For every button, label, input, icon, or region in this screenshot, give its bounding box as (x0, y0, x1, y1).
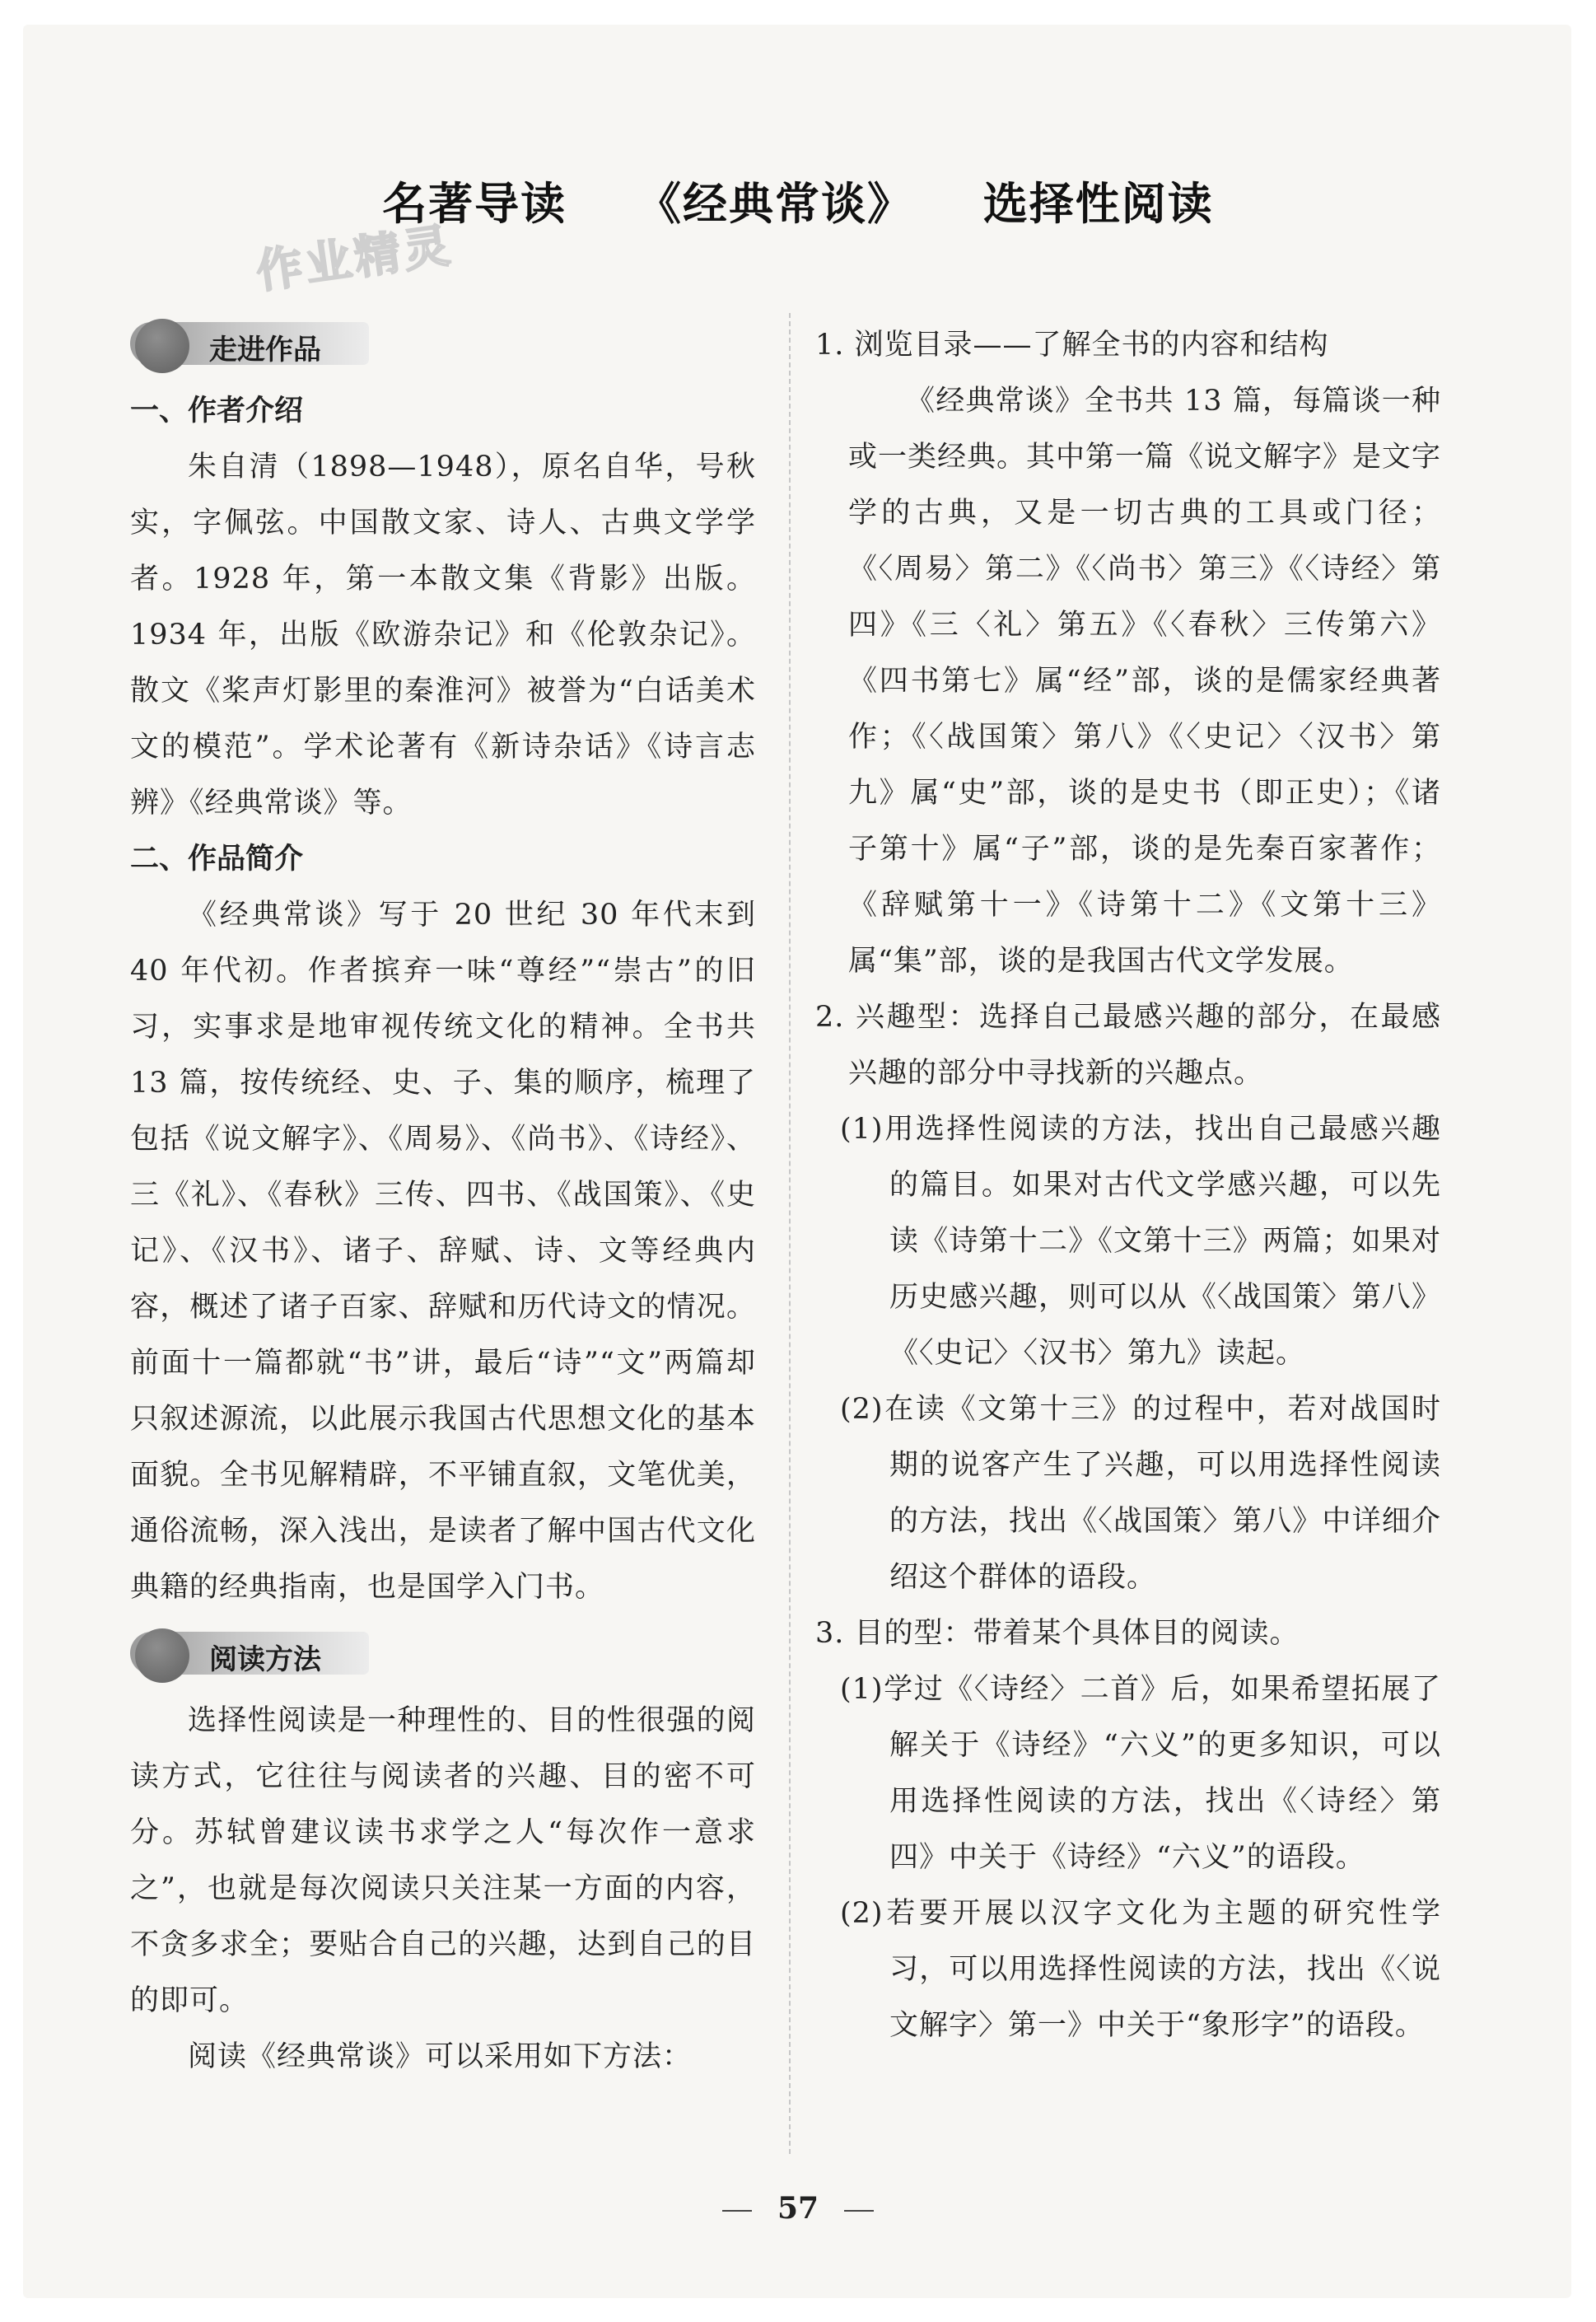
column-divider (789, 313, 791, 2154)
title-part-1: 名著导读 (382, 178, 567, 230)
method-paragraph-2: 阅读《经典常谈》可以采用如下方法： (188, 2040, 693, 2073)
watermark-logo: 作业精灵 (253, 218, 456, 300)
item-3-sub-2: (2)若要开展以汉字文化为主题的研究性学习，可以用选择性阅读的方法，找出《〈说文解字〉第一》中关于“象形字”的语段。 (840, 1897, 1441, 2042)
author-paragraph: 朱自清（1898—1948），原名自华，号秋实，字佩弦。中国散文家、诗人、古典文学学者。1928 年，第一本散文集《背影》出版。1934 年，出版《欧游杂记》和《伦敦杂记》。散文《桨声灯影里的秦淮河》被誉为“白话美术文的模范”。学术论著有《新诗杂话》《诗言志辨》《经典常谈》等。 (130, 451, 756, 820)
item-1-paragraph: 《经典常谈》全书共 13 篇，每篇谈一种或一类经典。其中第一篇《说文解字》是文字学的古典，又是一切古典的工具或门径；《〈周易〉第二》《〈尚书〉第三》《〈诗经〉第四》《三〈礼〉第五》《〈春秋〉三传第六》《四书第七》属“经”部，谈的是儒家经典著作；《〈战国策〉第八》《〈史记〉〈汉书〉第九》属“史”部，谈的是史书（即正史）；《诸子第十》属“子”部，谈的是先秦百家著作；《辞赋第十一》《诗第十二》《文第十三》属“集”部，谈的是我国古代文学发展。 (848, 385, 1442, 978)
heading-work: 二、作品简介 (130, 843, 304, 876)
item-2: 2. 兴趣型：选择自己最感兴趣的部分，在最感兴趣的部分中寻找新的兴趣点。 (815, 1001, 1441, 1090)
page-number (0, 2191, 1596, 2226)
badge-circle-icon (135, 319, 189, 373)
right-column (815, 317, 1441, 2053)
work-paragraph: 《经典常谈》写于 20 世纪 30 年代末到 40 年代初。作者摈弃一味“尊经”“崇古”的旧习，实事求是地审视传统文化的精神。全书共 13 篇，按传统经、史、子、集的顺序，梳理了包括《说文解字》、《周易》、《尚书》、《诗经》、三《礼》、《春秋》三传、四书、《战国策》、《史记》、《汉书》、诸子、辞赋、诗、文等经典内容，概述了诸子百家、辞赋和历代诗文的情况。前面十一篇都就“书”讲，最后“诗”“文”两篇却只叙述源流，以此展示我国古代思想文化的基本面貌。全书见解精辟，不平铺直叙，文笔优美，通俗流畅，深入浅出，是读者了解中国古代文化典籍的经典指南，也是国学入门书。 (130, 899, 756, 1604)
title-part-2: 《经典常谈》 (637, 178, 913, 230)
item-3-sub-1: (1)学过《〈诗经〉二首》后，如果希望拓展了解关于《诗经》“六义”的更多知识，可以用选择性阅读的方法，找出《〈诗经〉第四》中关于《诗经》“六义”的语段。 (840, 1673, 1441, 1874)
page-number-dash-left (722, 2210, 752, 2212)
section-badge-intro (130, 317, 369, 375)
page-number-dash-right (844, 2210, 874, 2212)
item-2-sub-1: (1)用选择性阅读的方法，找出自己最感兴趣的篇目。如果对古代文学感兴趣，可以先读《诗第十二》《文第十三》两篇；如果对历史感兴趣，则可以从《〈战国策〉第八》《〈史记〉〈汉书〉第九》读起。 (840, 1113, 1441, 1370)
item-1: 1. 浏览目录——了解全书的内容和结构 (815, 329, 1329, 362)
heading-author: 一、作者介绍 (130, 395, 304, 427)
title-part-3: 选择性阅读 (982, 178, 1214, 230)
page-number-value: 57 (777, 2191, 819, 2226)
badge-circle-icon (135, 1628, 189, 1683)
badge-label: 阅读方法 (209, 1643, 321, 1676)
method-paragraph-1: 选择性阅读是一种理性的、目的性很强的阅读方式，它往往与阅读者的兴趣、目的密不可分。苏轼曾建议读书求学之人“每次作一意求之”，也就是每次阅读只关注某一方面的内容，不贪多求全；要贴合自己的兴趣，达到自己的目的即可。 (130, 1704, 756, 2017)
page-title (0, 169, 1596, 232)
item-3: 3. 目的型：带着某个具体目的阅读。 (815, 1617, 1300, 1650)
badge-label: 走进作品 (209, 334, 321, 367)
item-2-sub-2: (2)在读《文第十三》的过程中，若对战国时期的说客产生了兴趣，可以用选择性阅读的方法，找出《〈战国策〉第八》中详细介绍这个群体的语段。 (840, 1393, 1441, 1594)
left-column (130, 317, 756, 2085)
section-badge-method (130, 1627, 369, 1684)
